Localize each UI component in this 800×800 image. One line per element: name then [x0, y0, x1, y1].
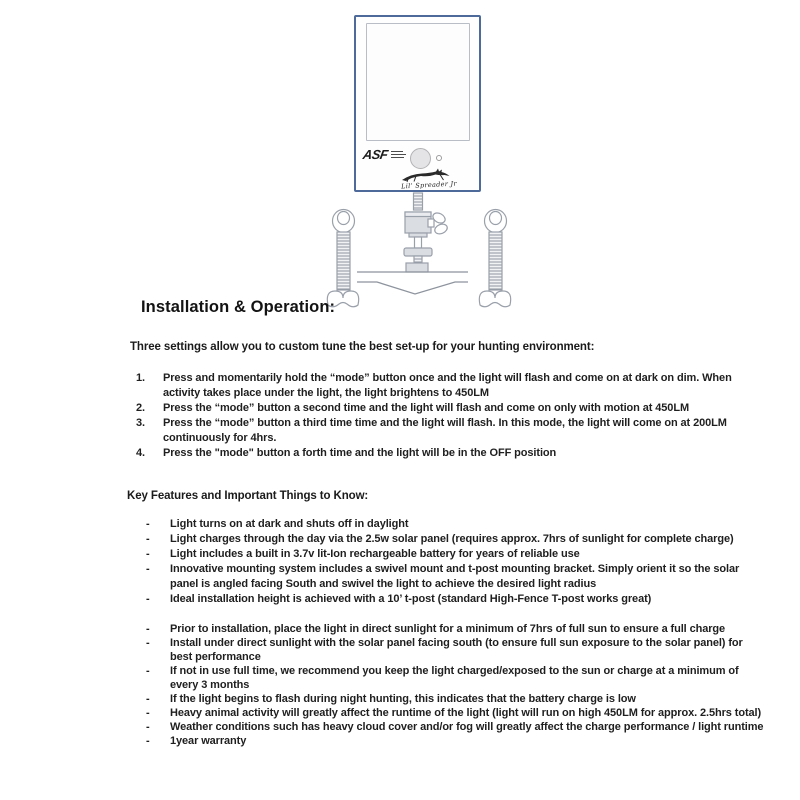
feature-text: Weather conditions such has heavy cloud cover and/or fog will greatly affect the charge performance / light runtime: [170, 721, 764, 733]
bullet-dash: -: [146, 735, 150, 747]
bullet-dash: -: [146, 665, 150, 677]
swivel-mount: [404, 193, 449, 272]
solar-light-device-diagram: [354, 15, 481, 192]
feature-text: Ideal installation height is achieved with a 10’ t-post (standard High-Fence T-post works great): [170, 593, 652, 605]
feature-text: 1year warranty: [170, 735, 247, 747]
list-item-number: 2.: [136, 402, 145, 414]
list-item-text: Press the “mode” button a second time and the light will flash and come on only with motion at 450LM: [163, 402, 690, 414]
bullet-dash: -: [146, 533, 150, 545]
features-list-1: [146, 517, 776, 607]
feature-text: Prior to installation, place the light in direct sunlight for a minimum of 7hrs of full sun to ensure a full charge: [170, 623, 726, 635]
asf-logo-sub-lines: [391, 151, 406, 159]
asf-logo-text: ASF: [361, 147, 389, 162]
key-features-heading: Key Features and Important Things to Know:: [127, 490, 369, 502]
feature-text: If the light begins to flash during night hunting, this indicates that the battery charge is low: [170, 693, 636, 705]
intro-text: Three settings allow you to custom tune the best set-up for your hunting environment:: [130, 341, 595, 353]
bullet-dash: -: [146, 637, 150, 649]
settings-list-item: [136, 371, 776, 401]
feature-item: [146, 562, 776, 592]
list-item-text: Press the "mode" button a forth time and the light will be in the OFF position: [163, 447, 557, 459]
list-item-text: Press and momentarily hold the “mode” button once and the light will flash and come on at dark on dim. When activity takes place under the light, the light brightens to 450LM: [163, 372, 732, 399]
list-item-number: 1.: [136, 372, 145, 384]
settings-list-item: [136, 416, 776, 446]
indicator-dot: [436, 155, 442, 161]
feature-item: [146, 547, 776, 562]
features-list-2: [146, 622, 776, 748]
bullet-dash: -: [146, 563, 150, 575]
asf-logo: [363, 148, 406, 161]
settings-list-item: [136, 401, 776, 416]
feature-text: Light includes a built in 3.7v lit-Ion rechargeable battery for years of reliable use: [170, 548, 580, 560]
feature-item: [146, 636, 776, 664]
mode-button: [410, 148, 431, 169]
settings-list: [136, 371, 776, 461]
list-item-text: Press the “mode” button a third time time and the light will flash. In this mode, the light will come on at 200LM continuously for 4hrs.: [163, 417, 727, 444]
feature-item: [146, 517, 776, 532]
feature-text: If not in use full time, we recommend you keep the light charged/exposed to the sun or charge at a minimum of every 3 months: [170, 665, 739, 691]
feature-text: Innovative mounting system includes a swivel mount and t-post mounting bracket. Simply orient it so the solar panel is angled facing South and swivel the light to achieve the desired light radius: [170, 563, 740, 590]
bullet-dash: -: [146, 593, 150, 605]
mounting-bolt-right: [479, 210, 510, 307]
feature-text: Heavy animal activity will greatly affect the runtime of the light (light will run on high 450LM for approx. 2.5hrs total): [170, 707, 762, 719]
feature-item: [146, 734, 776, 748]
feature-text: Light turns on at dark and shuts off in daylight: [170, 518, 409, 530]
bullet-dash: -: [146, 721, 150, 733]
feature-item: [146, 622, 776, 636]
bullet-dash: -: [146, 518, 150, 530]
feature-item: [146, 664, 776, 692]
installation-heading: Installation & Operation:: [141, 298, 336, 316]
script-logo-text: Lil’ Spreader Jr: [400, 179, 458, 191]
feature-item: [146, 720, 776, 734]
solar-panel: [366, 23, 470, 141]
feature-item: [146, 592, 776, 607]
bullet-dash: -: [146, 693, 150, 705]
feature-item: [146, 692, 776, 706]
feature-item: [146, 532, 776, 547]
feature-item: [146, 706, 776, 720]
mounting-hardware-diagram: [320, 192, 516, 312]
feature-text: Install under direct sunlight with the solar panel facing south (to ensure full sun exposure to the solar panel) for best performance: [170, 637, 743, 663]
list-item-number: 3.: [136, 417, 145, 429]
t-post-bracket: [357, 272, 468, 294]
list-item-number: 4.: [136, 447, 145, 459]
settings-list-item: [136, 446, 776, 461]
feature-text: Light charges through the day via the 2.5w solar panel (requires approx. 7hrs of sunlight for complete charge): [170, 533, 734, 545]
bullet-dash: -: [146, 707, 150, 719]
bullet-dash: -: [146, 623, 150, 635]
bullet-dash: -: [146, 548, 150, 560]
mounting-bolt-left: [327, 210, 358, 307]
